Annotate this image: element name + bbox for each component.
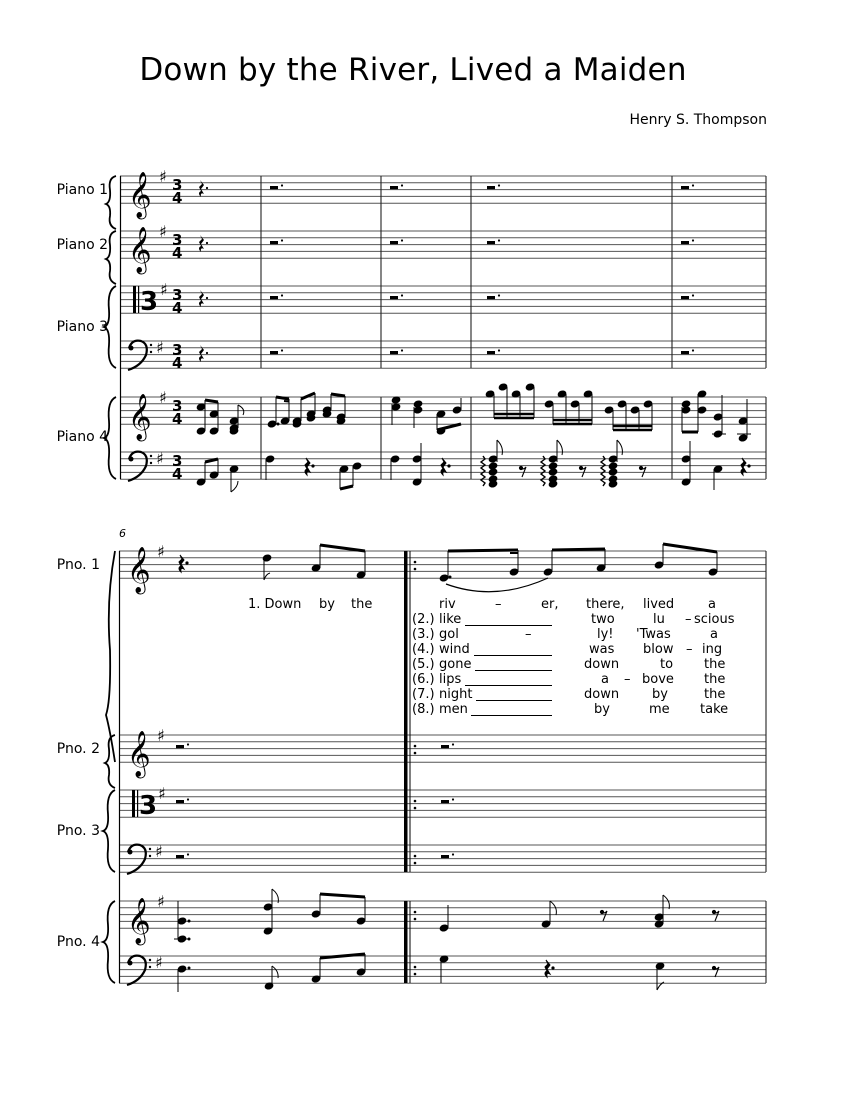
verse-label: (3.) bbox=[412, 627, 435, 642]
piano4-notes bbox=[196, 383, 751, 442]
svg-text:4: 4 bbox=[172, 354, 183, 372]
svg-text:𝄞: 𝄞 bbox=[128, 227, 152, 273]
verse-label: (8.) bbox=[412, 702, 435, 717]
bass-clef bbox=[128, 452, 152, 481]
lyric: down bbox=[584, 657, 620, 672]
instrument-label-pno-1: Pno. 1 bbox=[56, 557, 100, 573]
lyric-hyphen: – bbox=[495, 597, 502, 612]
score-title: Down by the River, Lived a Maiden bbox=[139, 52, 687, 88]
verse-label: (2.) bbox=[412, 612, 435, 627]
svg-text:♯: ♯ bbox=[157, 892, 165, 911]
bass-clef bbox=[127, 956, 151, 985]
repeat-barline bbox=[404, 551, 416, 983]
svg-text:♯: ♯ bbox=[156, 338, 164, 357]
lyric: a bbox=[710, 627, 718, 642]
svg-text:♯: ♯ bbox=[160, 280, 168, 299]
lyric: to bbox=[660, 657, 674, 672]
instrument-label-pno-3: Pno. 3 bbox=[56, 823, 100, 839]
lyric: lu bbox=[653, 612, 665, 627]
lyric: a bbox=[601, 672, 609, 687]
svg-text:3: 3 bbox=[172, 176, 183, 194]
lyric: ing bbox=[702, 642, 723, 657]
lyric: down bbox=[584, 687, 620, 702]
lyric: a bbox=[708, 597, 716, 612]
svg-text:𝄞: 𝄞 bbox=[128, 394, 152, 440]
lyric: by bbox=[652, 687, 668, 702]
lyric: scious bbox=[694, 612, 735, 627]
instrument-label-piano-2: Piano 2 bbox=[56, 237, 108, 253]
svg-text:𝄞: 𝄞 bbox=[128, 172, 152, 218]
svg-text:♯: ♯ bbox=[155, 842, 163, 861]
svg-text:4: 4 bbox=[172, 410, 183, 428]
lyric: wind bbox=[439, 642, 470, 657]
svg-text:3: 3 bbox=[172, 452, 183, 470]
composer-name: Henry S. Thompson bbox=[629, 112, 767, 128]
svg-text:3: 3 bbox=[172, 286, 183, 304]
lyric: bove bbox=[642, 672, 674, 687]
lyric-pickup-3: the bbox=[351, 597, 373, 612]
svg-text:3: 3 bbox=[139, 791, 158, 821]
svg-text:♯: ♯ bbox=[157, 542, 165, 561]
bass-clef bbox=[127, 845, 151, 874]
lyric: by bbox=[594, 702, 610, 717]
svg-text:3: 3 bbox=[140, 287, 159, 317]
svg-text:♯: ♯ bbox=[156, 449, 164, 468]
svg-text:♯: ♯ bbox=[155, 953, 163, 972]
lyric-hyphen: – bbox=[686, 642, 693, 657]
svg-text:𝄞: 𝄞 bbox=[127, 731, 151, 777]
svg-text:3: 3 bbox=[172, 341, 183, 359]
alto-clef bbox=[132, 790, 157, 821]
lyric: take bbox=[700, 702, 729, 717]
instrument-label-pno-4: Pno. 4 bbox=[56, 934, 100, 950]
lyric-pickup-1: 1. Down bbox=[248, 597, 302, 612]
svg-text:♯: ♯ bbox=[158, 784, 166, 803]
svg-text:♯: ♯ bbox=[159, 167, 167, 186]
arpeggio-chord bbox=[601, 440, 646, 488]
svg-text:4: 4 bbox=[172, 299, 183, 317]
lyric: was bbox=[589, 642, 615, 657]
lyric: er, bbox=[541, 597, 559, 612]
lyric: men bbox=[439, 702, 468, 717]
verse-label: (5.) bbox=[412, 657, 435, 672]
lyric: 'Twas bbox=[636, 627, 671, 642]
svg-text:♯: ♯ bbox=[157, 726, 165, 745]
slur bbox=[446, 578, 548, 592]
lyric: ly! bbox=[597, 627, 614, 642]
svg-text:3: 3 bbox=[172, 397, 183, 415]
svg-text:♯: ♯ bbox=[159, 222, 167, 241]
svg-text:4: 4 bbox=[172, 465, 183, 483]
instrument-label-piano-4: Piano 4 bbox=[56, 429, 108, 445]
arpeggio-chord bbox=[481, 440, 526, 488]
svg-text:♯: ♯ bbox=[159, 388, 167, 407]
instrument-label-piano-1: Piano 1 bbox=[56, 182, 108, 198]
lyric: the bbox=[704, 672, 726, 687]
lyric: there, bbox=[586, 597, 625, 612]
svg-text:4: 4 bbox=[172, 189, 183, 207]
lyric: the bbox=[704, 657, 726, 672]
lyric: the bbox=[704, 687, 726, 702]
measure-number: 6 bbox=[119, 527, 126, 540]
lyric: lived bbox=[643, 597, 675, 612]
alto-clef bbox=[133, 286, 158, 317]
svg-text:𝄞: 𝄞 bbox=[127, 547, 151, 593]
svg-text:4: 4 bbox=[172, 244, 183, 262]
bass-clef bbox=[128, 341, 152, 370]
verse-label: (7.) bbox=[412, 687, 435, 702]
arpeggio-chord bbox=[541, 440, 586, 488]
lyric: gone bbox=[439, 657, 472, 672]
lyric: two bbox=[591, 612, 615, 627]
lyric: riv bbox=[439, 597, 456, 612]
lyric-pickup-2: by bbox=[319, 597, 335, 612]
instrument-label-piano-3: Piano 3 bbox=[56, 319, 108, 335]
lyric: lips bbox=[439, 672, 462, 687]
verse-label: (6.) bbox=[412, 672, 435, 687]
svg-text:3: 3 bbox=[172, 231, 183, 249]
lyric: night bbox=[439, 687, 473, 702]
lyric-hyphen: – bbox=[525, 627, 532, 642]
verse-label: (4.) bbox=[412, 642, 435, 657]
lyric-hyphen: – bbox=[685, 612, 692, 627]
instrument-label-pno-2: Pno. 2 bbox=[56, 741, 100, 757]
lyric-hyphen: – bbox=[624, 672, 631, 687]
lyric: like bbox=[439, 612, 462, 627]
svg-text:𝄞: 𝄞 bbox=[127, 898, 151, 944]
lyric: me bbox=[649, 702, 670, 717]
lyric: gol bbox=[439, 627, 459, 642]
lyric: blow bbox=[643, 642, 674, 657]
